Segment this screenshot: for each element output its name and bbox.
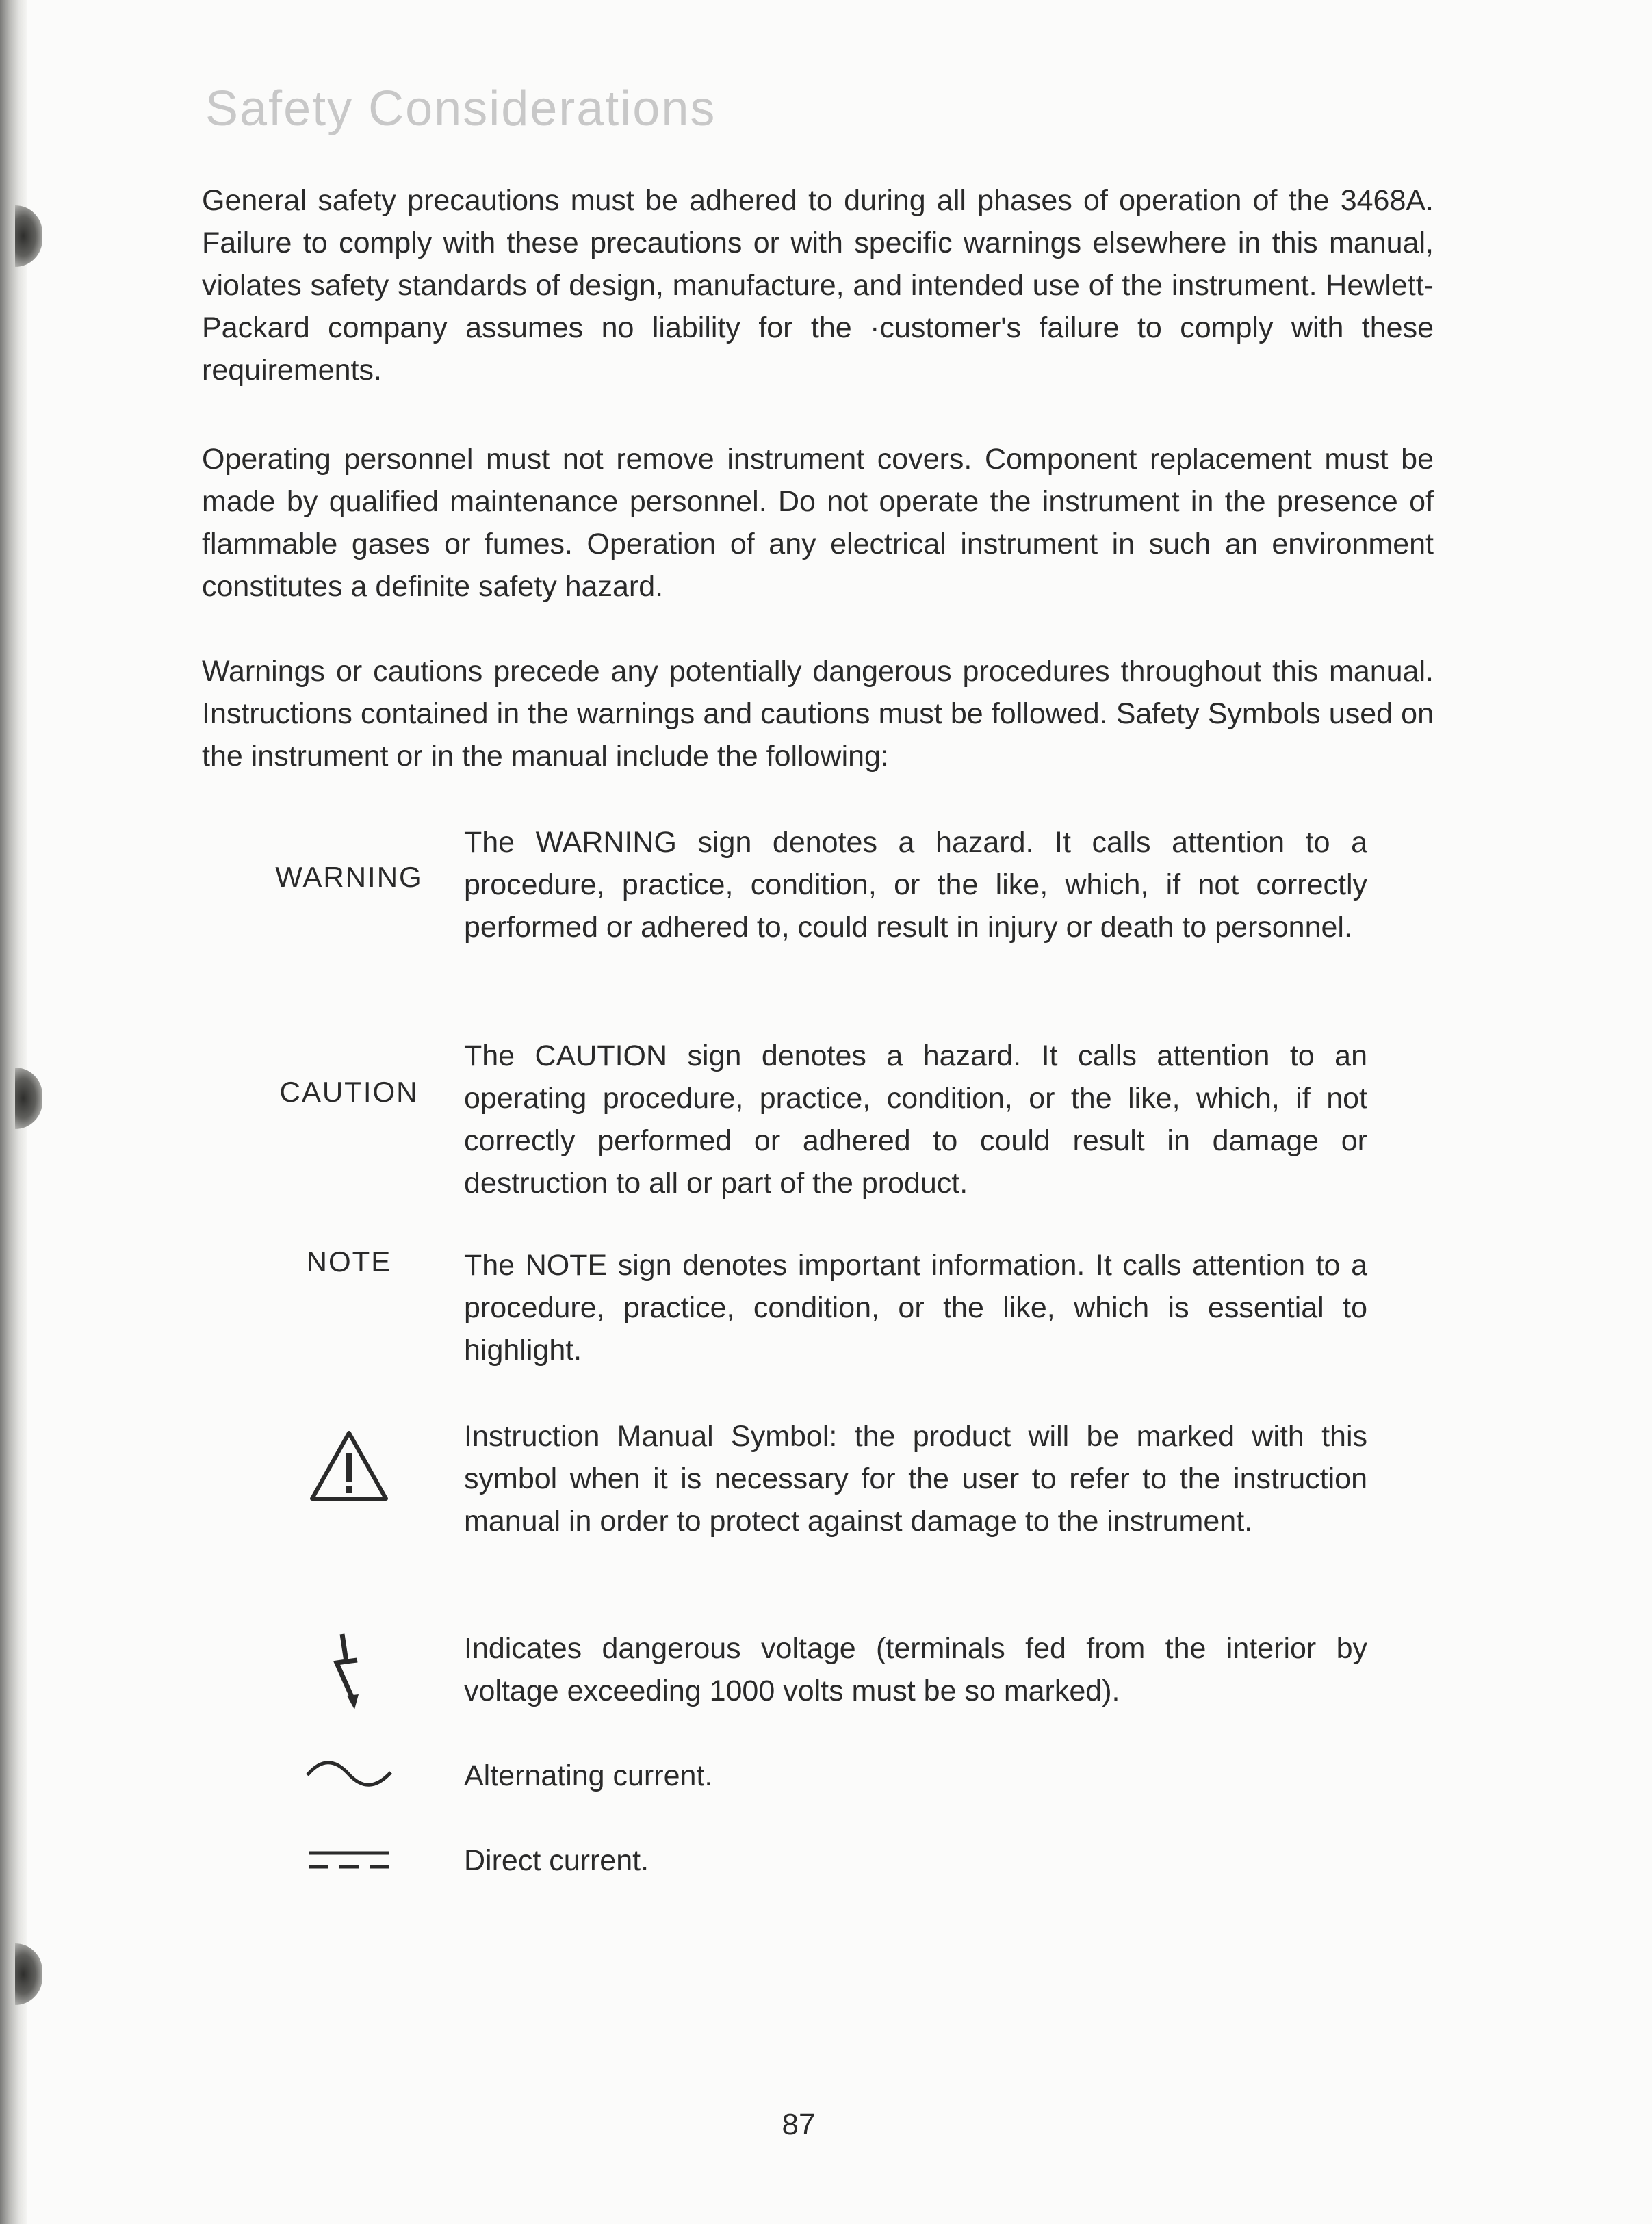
caution-label: CAUTION: [279, 1076, 419, 1108]
dangerous-voltage-bolt-icon: [281, 1631, 417, 1714]
symbol-row-instruction-manual: [246, 1415, 1410, 1552]
paragraph-warnings-cautions: Warnings or cautions precede any potentially dangerous procedures throughout this manual. Instructions contained in the warnings and cautions must be followed. Safety Symbols used on the instrument or in the manual include the following:: [202, 655, 1434, 773]
binder-hole: [15, 205, 42, 267]
caution-description: The CAUTION sign denotes a hazard. It calls attention to an operating procedure, practice, condition, or the like, which, if not correctly performed or adhered to could result in damage or destruction to all or part of the product.: [464, 1039, 1367, 1200]
symbol-row-direct-current: [246, 1839, 1410, 1976]
binder-hole: [15, 1943, 42, 2005]
note-label: NOTE: [306, 1245, 392, 1278]
binder-hole: [15, 1068, 42, 1129]
paragraph-operating-personnel: Operating personnel must not remove instrument covers. Component replacement must be made by qualified maintenance personnel. Do not operate the instrument in the presence of flammable gases or fumes. Operation of any electrical instrument in such an environment constitutes a definite safety hazard.: [202, 443, 1434, 603]
note-description: The NOTE sign denotes important information. It calls attention to a procedure, practice, condition, or the like, which is essential to highlight.: [464, 1249, 1367, 1367]
alternating-current-icon: [281, 1756, 417, 1790]
symbol-row-dangerous-voltage: [246, 1627, 1410, 1764]
warning-description: The WARNING sign denotes a hazard. It calls attention to a procedure, practice, condition, or the like, which, if not correctly performed or adhered to, could result in injury or death to personnel.: [464, 826, 1367, 944]
alternating-current-description: Alternating current.: [464, 1759, 713, 1792]
instruction-manual-description: Instruction Manual Symbol: the product will be marked with this symbol when it is necessary for the user to refer to the instruction manual in order to protect against damage to the instrument.: [464, 1420, 1367, 1538]
direct-current-icon: [281, 1842, 417, 1876]
symbol-row-warning: [246, 821, 1410, 958]
direct-current-description: Direct current.: [464, 1844, 649, 1877]
symbol-row-note: [246, 1244, 1410, 1381]
page-title: Safety Considerations: [205, 81, 717, 136]
instruction-manual-triangle-icon: [281, 1429, 417, 1504]
page-number: 87: [782, 2108, 816, 2141]
paragraph-general-precautions: General safety precautions must be adhered to during all phases of operation of the 3468A. Failure to comply with these precautions or with specific warnings elsewhere in this manual, violates safety standards of design, manufacture, and intended use of the instrument. Hewlett-Packard company assumes no liability for the ·customer's failure to comply with these requirements.: [202, 184, 1434, 387]
warning-label: WARNING: [275, 861, 423, 893]
symbol-row-caution: [246, 1035, 1410, 1200]
dangerous-voltage-description: Indicates dangerous voltage (terminals fed from the interior by voltage exceeding 1000 volts must be so marked).: [464, 1632, 1367, 1707]
